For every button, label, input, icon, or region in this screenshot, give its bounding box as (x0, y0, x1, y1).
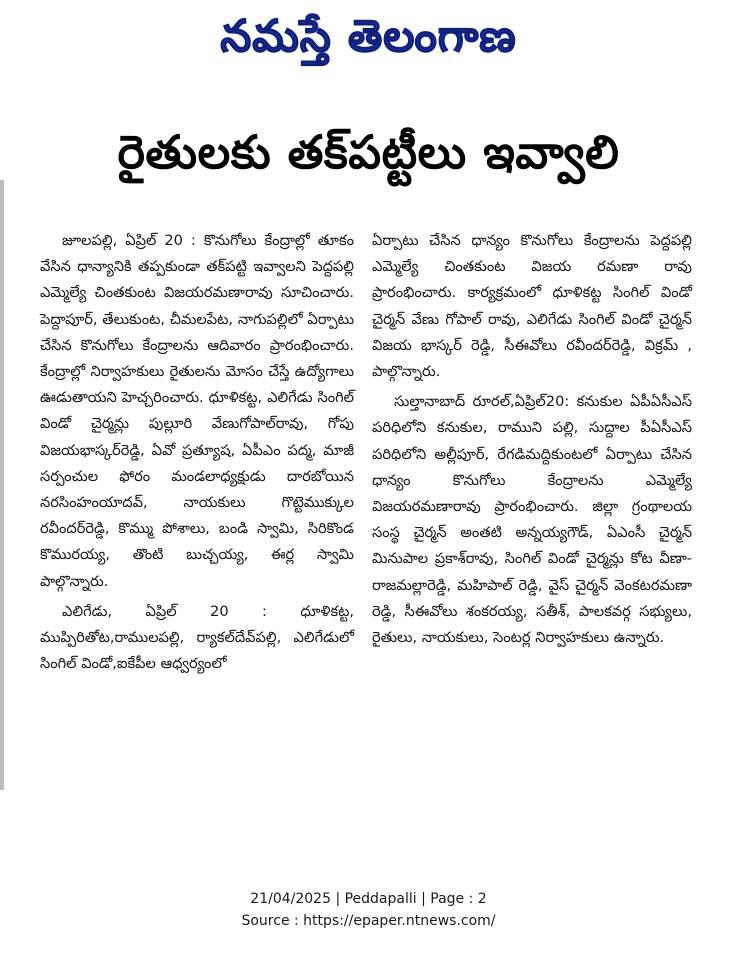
article-paragraph: ఏర్పాటు చేసిన ధాన్యం కొనుగోలు కేంద్రాలను పెద్దపల్లి ఎమ్మెల్యే చింతకుంట విజయ రమణా రావు ప్రారంభించారు. కార్యక్రమంలో ధూళికట్ట సింగిల్‌ విండో చైర్మన్‌ వేణు గోపాల్‌ రావు, ఎలిగేడు సింగిల్‌ విండో చైర్మన్‌ విజయ భాస్కర్‌ రెడ్డి, సీఈవోలు రవీందర్‌రెడ్డి, విక్రమ్‌ , పాల్గొన్నారు. (372, 232, 692, 381)
footer-dateline: 21/04/2025 | Peddapalli | Page : 2 (250, 891, 487, 907)
clipping-footer (0, 888, 737, 932)
footer-source: Source : https://epaper.ntnews.com/ (241, 913, 496, 929)
article-column-right (372, 228, 692, 651)
newspaper-masthead: నమస్తే తెలంగాణ (220, 11, 517, 62)
article-paragraph: సుల్తానాబాద్‌ రూరల్‌,ఏప్రిల్‌20: కనుకుల ఏపీఏసీఎస్‌ పరిధిలోని కనుకుల, రాముని పల్లి, సుద్దాల పీఏసీఎస్‌ పరిధిలోని అల్లీపూర్‌, రేగడిమద్దికుంటలో ఏర్పాటు చేసిన ధాన్యం కొనుగోలు కేంద్రాలను ఎమ్మెల్యే విజయరమణారావు ప్రారంభించారు. జిల్లా గ్రంథాలయ సంస్థ చైర్మన్‌ అంతటి అన్నయ్యగౌడ్‌, ఏఎంసీ చైర్మన్‌ మినుపాల ప్రకాశ్‌రావు, సింగిల్‌ విండో చైర్మన్లు కోట వీణా-రాజమల్లారెడ్డి, మహిపాల్‌ రెడ్డి, వైస్‌ చైర్మన్‌ వెంకటరమణా రెడ్డి, సీఈవోలు శంకరయ్య, సతీశ్‌, పాలకవర్గ సభ్యులు, రైతులు, నాయకులు, సెంటర్ల నిర్వాహకులు ఉన్నారు. (372, 393, 692, 647)
page-edge-divider (0, 180, 4, 790)
article-headline: రైతులకు తక్‌పట్టీలు ఇవ్వాలి (117, 125, 620, 179)
article-paragraph: ఎలిగేడు, ఏప్రిల్‌ 20 : ధూళికట్ట, ముప్పిరితోట,రాములపల్లి, ర్యాకల్‌దేవ్‌పల్లి, ఎలిగేడులో సింగిల్‌ విండో,ఐకేపీల ఆధ్వర్యంలో (40, 602, 354, 673)
article-body (40, 228, 692, 788)
article-column-left (40, 228, 354, 677)
article-paragraph: జూలపల్లి, ఏప్రిల్‌ 20 : కొనుగోలు కేంద్రాల్లో తూకం వేసిన ధాన్యానికి తప్పకుండా తక్‌పట్టి ఇవ్వాలని పెద్దపల్లి ఎమ్మెల్యే చింతకుంట విజయరమణారావు సూచించారు. పెద్దాపూర్‌, తేలుకుంట, చీమలపేట, నాగుపల్లిలో ఏర్పాటు చేసిన కొనుగోలు కేంద్రాలను ఆదివారం ప్రారంభించారు. కేంద్రాల్లో నిర్వాహకులు రైతులను మోసం చేస్తే ఉద్యోగాలు ఊడుతాయని హెచ్చరించారు. ధూళికట్ట, ఎలిగేడు సింగిల్‌ విండో చైర్మన్లు పుల్లూరి వేణుగోపాల్‌రావు, గోపు విజయభాస్కర్‌రెడ్డి, ఏవో ప్రత్యూష, ఏపీఎం పద్మ, మాజీ సర్పంచుల ఫోరం మండలాధ్యక్షుడు దారబోయిన నరసింహంయాదవ్‌, నాయకులు గొట్టెముక్కుల రవీందర్‌రెడ్డి, కొమ్ము పోశాలు, బండి స్వామి, సిరికొండ కొమురయ్య, తొంటి బుచ్చయ్య, ఈర్ల స్వామి పాల్గొన్నారు. (40, 232, 354, 590)
